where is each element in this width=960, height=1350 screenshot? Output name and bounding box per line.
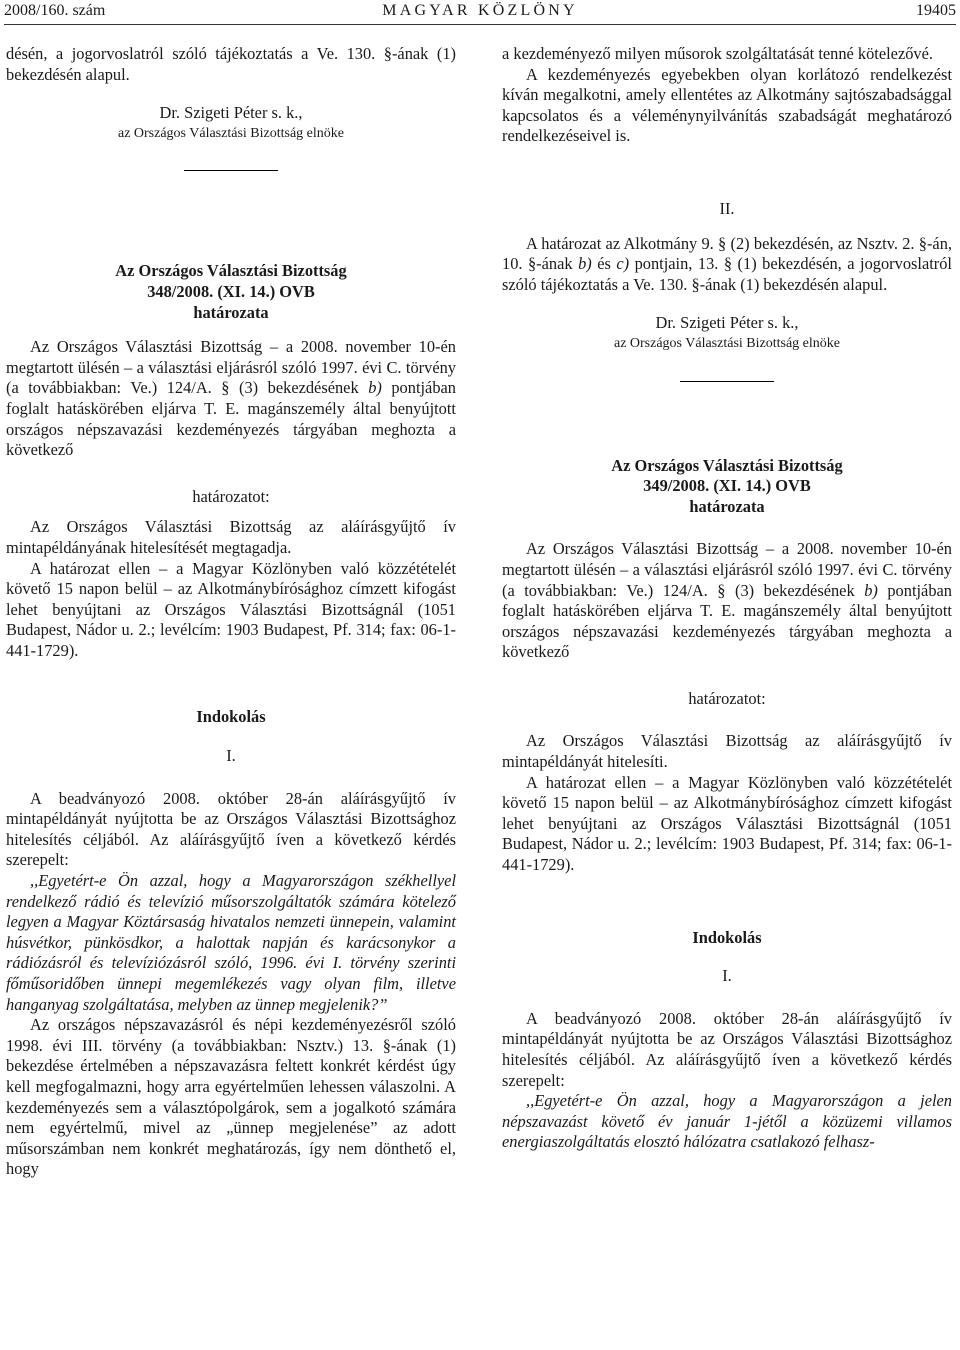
left-column [6, 44, 456, 1180]
decision-title-authority: Az Országos Választási Bizottság [115, 261, 347, 281]
reasoning-heading: Indokolás [692, 927, 762, 947]
reasoning-paragraph: A beadványozó 2008. október 28-án aláírásgyűjtő ív mintapéldányát nyújtotta be az Országos Választási Bizottsághoz hitelesítés céljából. Az aláírásgyűjtő íven a következő kérdés szerepelt: [502, 1008, 952, 1090]
section-number: I. [722, 966, 732, 986]
decision-title-number: 349/2008. (XI. 14.) OVB [643, 476, 811, 496]
decision-title-number: 348/2008. (XI. 14.) OVB [147, 281, 315, 301]
decision-intro: Az Országos Választási Bizottság – a 2008. november 10-én megtartott ülésén – a választási eljárásról szóló 1997. évi C. törvény (a továbbiakban: Ve.) 124/A. § (3) bekezdésének b) pontjában foglalt hatáskörében eljárva T. E. magánszemély által benyújtott országos népszavazási kezdeményezés tárgyában meghozta a következő [6, 337, 456, 460]
referendum-question: ,,Egyetért-e Ön azzal, hogy a Magyarországon székhellyel rendelkező rádió és televízió műsorszolgáltatók számára kötelező legyen a Magyar Köztársaság hivatalos nemzeti ünnepein, valamint húsvétkor, pünkösdkor, a halottak napján és karácsonykor a rádiózásról és televíziózásról szóló, 1996. évi I. törvény szerinti főműsoridőben ünnepi megemlékezés vagy olyan film, illetve hanganyag szolgáltatása, melyben az ünnep megjelenik?” [6, 871, 456, 1014]
decision-title-label: határozata [689, 496, 765, 516]
reasoning-heading: Indokolás [196, 707, 266, 727]
decision-title-label: határozata [193, 302, 269, 322]
referendum-question: ,,Egyetért-e Ön azzal, hogy a Magyarországon a jelen népszavazást követő év január 1-jétől a közüzemi villamos energiaszolgáltatás elosztó hálózatra csatlakozó felhasz- [502, 1091, 952, 1152]
decision-title-authority: Az Országos Választási Bizottság [611, 455, 843, 475]
signature-name: Dr. Szigeti Péter s. k., [655, 313, 799, 333]
signature-name: Dr. Szigeti Péter s. k., [159, 103, 303, 123]
issue-number: 2008/160. szám [4, 2, 106, 19]
signature-role: az Országos Választási Bizottság elnöke [117, 125, 344, 141]
remedy-text: A határozat ellen – a Magyar Közlönyben való közzétételét követő 15 napon belül – az Alkotmánybírósághoz címzett kifogást lehet benyújtani az Országos Választási Bizottságnál (1051 Budapest, Nádor u. 2.; levélcím: 1903 Budapest, Pf. 314; fax: 06-1-441-1729). [6, 558, 456, 660]
section-number: II. [719, 198, 735, 218]
decision-heading: határozatot: [688, 688, 766, 708]
page-number: 19405 [916, 2, 956, 19]
signature-role: az Országos Választási Bizottság elnöke [613, 335, 840, 351]
remedy-text: A határozat ellen – a Magyar Közlönyben való közzétételét követő 15 napon belül – az Alkotmánybírósághoz címzett kifogást lehet benyújtani az Országos Választási Bizottságnál (1051 Budapest, Nádor u. 2.; levélcím: 1903 Budapest, Pf. 314; fax: 06-1-441-1729). [502, 772, 952, 875]
reasoning-paragraph: A beadványozó 2008. október 28-án aláírásgyűjtő ív mintapéldányát nyújtotta be az Országos Választási Bizottsághoz hitelesítés céljából. Az aláírásgyűjtő íven a következő kérdés szerepelt: [6, 788, 456, 870]
section-number: I. [226, 746, 236, 766]
page-header [4, 0, 956, 25]
decision-text: Az Országos Választási Bizottság az aláírásgyűjtő ív mintapéldányát hitelesíti. [502, 731, 952, 772]
right-column [502, 44, 952, 1153]
paragraph-continuation: a kezdeményező milyen műsorok szolgáltatását tenné kötelezővé. [502, 44, 933, 63]
paragraph-continuation: désén, a jogorvoslatról szóló tájékoztatás a Ve. 130. §-ának (1) bekezdésén alapul. [6, 44, 456, 84]
decision-text: Az Országos Választási Bizottság az aláírásgyűjtő ív mintapéldányának hitelesítését megtagadja. [6, 517, 456, 557]
decision-heading: határozatot: [192, 486, 270, 506]
publication-title: MAGYAR KÖZLÖNY [382, 2, 578, 19]
legal-basis: A határozat az Alkotmány 9. § (2) bekezdésén, az Nsztv. 2. §-án, 10. §-ának b) és c) pontjain, 13. § (1) bekezdésén, a jogorvoslatról szóló tájékoztatás a Ve. 130. §-ának (1) bekezdésén alapul. [502, 233, 952, 294]
reasoning-paragraph: A kezdeményezés egyebekben olyan korlátozó rendelkezést kíván megalkotni, amely ellentétes az Alkotmány sajtószabadsággal kapcsolatos és a véleménynyilvánítás szabadságát meghatározó rendelkezéseivel is. [502, 64, 952, 146]
decision-intro: Az Országos Választási Bizottság – a 2008. november 10-én megtartott ülésén – a választási eljárásról szóló 1997. évi C. törvény (a továbbiakban: Ve.) 124/A. § (3) bekezdésének b) pontjában foglalt hatáskörében eljárva T. E. magánszemély által benyújtott országos népszavazási kezdeményezés tárgyában meghozta a következő [502, 539, 952, 662]
reasoning-paragraph-2: Az országos népszavazásról és népi kezdeményezésről szóló 1998. évi III. törvény (a továbbiakban: Nsztv.) 13. §-ának (1) bekezdése értelmében a népszavazásra feltett konkrét kérdést úgy kell megfogalmazni, hogy arra egyértelműen lehessen válaszolni. A kezdeményezés sem a választópolgárok, sem a jogalkotó számára nem egyértelmű, mivel az „ünnep megjelenése” az adott műsorszámban nem konkrét meghatározás, így nem dönthető el, hogy [6, 1015, 456, 1179]
